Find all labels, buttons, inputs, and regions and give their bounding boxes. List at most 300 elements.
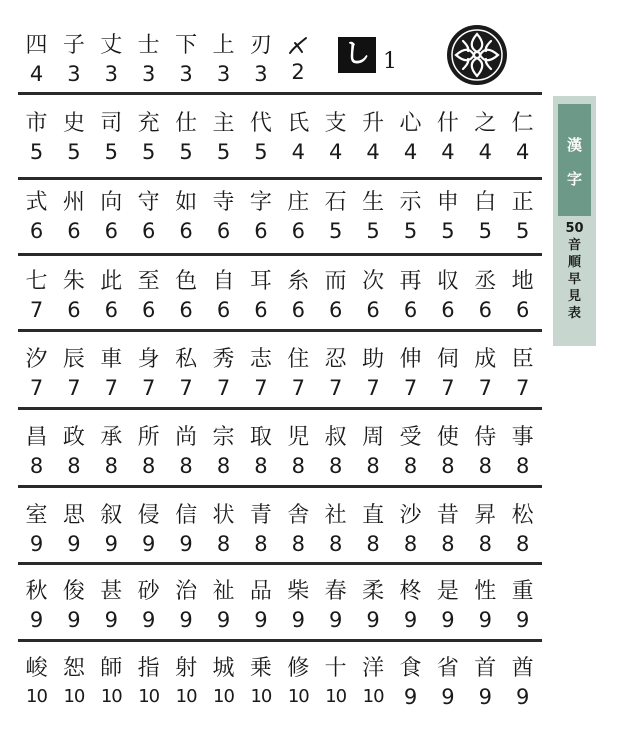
kanji-row-2: [18, 104, 542, 174]
kanji-char: 柴: [287, 579, 310, 604]
kanji-cell: [205, 262, 242, 332]
kanji-cell: [504, 262, 541, 332]
kanji-char: 刃: [249, 33, 272, 58]
stroke-count: 5: [441, 219, 455, 243]
stroke-count: 10: [362, 686, 384, 707]
kanji-cell: [93, 183, 130, 253]
stroke-count: 6: [67, 298, 81, 322]
stroke-count: 6: [29, 219, 44, 243]
kanji-char: 伺: [436, 347, 459, 372]
stroke-count: 6: [516, 298, 530, 322]
kanji-cell: [504, 418, 541, 488]
kanji-char: 自: [212, 269, 235, 294]
kanji-char: 修: [287, 656, 310, 681]
stroke-count: 7: [291, 376, 305, 400]
row-divider: [18, 253, 542, 256]
stroke-count: 5: [179, 140, 193, 164]
stroke-count: 5: [254, 140, 268, 164]
kanji-cell: [429, 262, 466, 332]
stroke-count: 7: [403, 376, 418, 400]
stroke-count: 3: [142, 62, 156, 86]
kanji-cell: [280, 496, 317, 566]
kanji-cell: [168, 418, 205, 488]
side-tab-kanji: 字: [566, 170, 582, 188]
side-tab-label-char: 早: [567, 272, 581, 287]
kanji-cell: [280, 649, 317, 719]
kanji-cell: [130, 262, 167, 332]
kanji-char: 司: [100, 111, 123, 136]
kanji-char: 品: [249, 579, 272, 604]
stroke-count: 6: [104, 219, 118, 243]
stroke-count: 8: [403, 454, 418, 478]
kanji-cell: [317, 496, 354, 566]
row-divider: [18, 92, 542, 95]
kanji-char: 柊: [399, 579, 422, 604]
stroke-count: 4: [441, 140, 455, 164]
kanji-char: 使: [436, 425, 459, 450]
stroke-count: 8: [478, 532, 492, 556]
kanji-char: 思: [62, 503, 85, 528]
stroke-count: 8: [516, 532, 530, 556]
stroke-count: 8: [478, 454, 492, 478]
kanji-cell: [392, 183, 429, 253]
stroke-count: 4: [403, 140, 418, 164]
kanji-cell: [429, 572, 466, 642]
stroke-count: 9: [67, 532, 81, 556]
kanji-char: 史: [62, 111, 85, 136]
kanji-cell: [130, 104, 167, 174]
stroke-count: 8: [441, 454, 455, 478]
kanji-char: 社: [324, 503, 347, 528]
kanji-char: 青: [249, 503, 272, 528]
stroke-count: 4: [516, 140, 530, 164]
stroke-count: 10: [325, 686, 347, 707]
kanji-char: 侵: [137, 503, 160, 528]
stroke-count: 6: [142, 219, 156, 243]
stroke-count: 6: [216, 298, 231, 322]
kanji-cell: [392, 262, 429, 332]
stroke-count: 8: [254, 454, 268, 478]
stroke-count: 6: [291, 298, 305, 322]
kanji-char: 指: [137, 656, 160, 681]
kanji-row-8: [18, 572, 542, 642]
kanji-cell: [242, 418, 279, 488]
kanji-cell: [280, 262, 317, 332]
kanji-char: 柔: [362, 579, 385, 604]
kanji-char: 助: [362, 347, 385, 372]
kanji-char: 身: [137, 347, 160, 372]
stroke-count: 7: [29, 298, 44, 322]
kanji-cell: [18, 104, 55, 174]
kanji-cell: [504, 572, 541, 642]
kanji-char: 耳: [249, 269, 272, 294]
kanji-char: 住: [287, 347, 310, 372]
kanji-char: 成: [474, 347, 497, 372]
stroke-count: 4: [291, 140, 305, 164]
kanji-row-3: [18, 183, 542, 253]
kanji-cell: [18, 262, 55, 332]
kana-count: 1: [383, 49, 397, 74]
kanji-cell: [467, 262, 504, 332]
kanji-cell: [205, 418, 242, 488]
kanji-row-6: [18, 418, 542, 488]
stroke-count: 8: [254, 532, 268, 556]
stroke-count: 9: [403, 608, 418, 632]
kanji-char: 再: [399, 269, 422, 294]
kanji-char: 正: [511, 190, 534, 215]
kanji-char: 昌: [25, 425, 48, 450]
stroke-count: 6: [179, 219, 193, 243]
kanji-cell: [317, 649, 354, 719]
kanji-char: 伸: [399, 347, 422, 372]
kanji-char: 主: [212, 111, 235, 136]
kanji-cell: [355, 649, 392, 719]
kanji-char: 射: [175, 656, 198, 681]
stroke-count: 4: [29, 62, 44, 86]
stroke-count: 9: [329, 608, 343, 632]
kanji-char: 之: [474, 111, 497, 136]
kanji-char: 向: [100, 190, 123, 215]
kanji-cell: [429, 496, 466, 566]
kanji-cell: [205, 649, 242, 719]
stroke-count: 10: [250, 686, 272, 707]
kanji-cell: [504, 496, 541, 566]
kanji-char: 至: [137, 269, 160, 294]
kanji-char: 此: [100, 269, 123, 294]
kanji-char: 字: [249, 190, 272, 215]
stroke-count: 9: [403, 685, 418, 709]
stroke-count: 10: [175, 686, 197, 707]
kanji-char: 守: [137, 190, 160, 215]
kanji-cell: [355, 496, 392, 566]
stroke-count: 9: [142, 532, 156, 556]
kanji-char: 乗: [249, 656, 272, 681]
kanji-cell: [18, 418, 55, 488]
kanji-char: 臣: [511, 347, 534, 372]
kanji-char: 受: [399, 425, 422, 450]
kanji-char: 事: [511, 425, 534, 450]
row-divider: [18, 177, 542, 180]
kanji-char: 峻: [25, 656, 48, 681]
stroke-count: 6: [291, 219, 305, 243]
kanji-char: 申: [436, 190, 459, 215]
kanji-cell: [130, 183, 167, 253]
kanji-char: 取: [249, 425, 272, 450]
stroke-count: 6: [441, 298, 455, 322]
kanji-char: 如: [175, 190, 198, 215]
stroke-count: 7: [179, 376, 193, 400]
stroke-count: 9: [104, 608, 118, 632]
stroke-count: 7: [29, 376, 44, 400]
kanji-char: 升: [362, 111, 385, 136]
stroke-count: 8: [403, 532, 418, 556]
stroke-count: 6: [478, 298, 492, 322]
kanji-char: 甚: [100, 579, 123, 604]
kanji-row-7: [18, 496, 542, 566]
kanji-char: 省: [436, 656, 459, 681]
kanji-cell: [280, 340, 317, 410]
kanji-char: 什: [436, 111, 459, 136]
kanji-cell: [242, 183, 279, 253]
stroke-count: 8: [179, 454, 193, 478]
kanji-cell: [93, 104, 130, 174]
side-tab-kanji: 漢: [566, 136, 582, 154]
kanji-row-5: [18, 340, 542, 410]
kanji-cell: [130, 418, 167, 488]
kanji-char: 承: [100, 425, 123, 450]
kanji-char: 式: [25, 190, 48, 215]
stroke-count: 9: [516, 608, 530, 632]
kanji-cell: [392, 340, 429, 410]
stroke-count: 4: [329, 140, 343, 164]
kanji-char: 車: [100, 347, 123, 372]
kanji-char: 士: [137, 33, 160, 58]
kanji-cell: [130, 649, 167, 719]
kanji-char: 心: [399, 111, 422, 136]
kanji-char: 侍: [474, 425, 497, 450]
kanji-char: 洋: [362, 656, 385, 681]
kanji-cell: [168, 262, 205, 332]
index-side-tab: [553, 96, 596, 346]
kanji-cell: [317, 340, 354, 410]
kanji-cell: [355, 104, 392, 174]
kanji-cell: [18, 183, 55, 253]
kanji-cell: [93, 340, 130, 410]
kanji-char: 恕: [62, 656, 85, 681]
stroke-count: 6: [142, 298, 156, 322]
kanji-cell: [467, 340, 504, 410]
stroke-count: 7: [216, 376, 231, 400]
kanji-cell: [93, 418, 130, 488]
stroke-count: 8: [216, 454, 231, 478]
kanji-cell: [55, 649, 92, 719]
kanji-cell: [355, 340, 392, 410]
kanji-char: 仕: [175, 111, 198, 136]
stroke-count: 7: [478, 376, 492, 400]
kanji-cell: [168, 104, 205, 174]
kanji-cell: [429, 649, 466, 719]
stroke-count: 7: [366, 376, 380, 400]
stroke-count: 6: [254, 298, 268, 322]
stroke-count: 7: [329, 376, 343, 400]
stroke-count: 9: [29, 532, 44, 556]
side-tab-label-char: 順: [567, 255, 581, 270]
kanji-char: 生: [362, 190, 385, 215]
kanji-cell: [504, 104, 541, 174]
kanji-cell: [467, 104, 504, 174]
kanji-cell: [168, 649, 205, 719]
kanji-cell: [317, 262, 354, 332]
kanji-char: 師: [100, 656, 123, 681]
kanji-char: 砂: [137, 579, 160, 604]
stroke-count: 10: [138, 686, 160, 707]
stroke-count: 7: [254, 376, 268, 400]
stroke-count: 9: [142, 608, 156, 632]
stroke-count: 5: [478, 219, 492, 243]
kanji-char: 地: [511, 269, 534, 294]
kanji-char: 児: [287, 425, 310, 450]
kanji-cell: [205, 104, 242, 174]
kanji-cell: [317, 104, 354, 174]
kanji-cell: [168, 496, 205, 566]
stroke-count: 9: [441, 608, 455, 632]
side-tab-label-char: 表: [567, 306, 581, 321]
stroke-count: 8: [29, 454, 44, 478]
stroke-count: 7: [104, 376, 118, 400]
stroke-count: 8: [291, 532, 305, 556]
kanji-cell: [280, 418, 317, 488]
kanji-cell: [429, 183, 466, 253]
stroke-count: 6: [329, 298, 343, 322]
kanji-cell: [392, 496, 429, 566]
kanji-char: 辰: [62, 347, 85, 372]
kanji-cell: [504, 649, 541, 719]
stroke-count: 9: [179, 532, 193, 556]
kanji-cell: [355, 572, 392, 642]
stroke-count: 8: [516, 454, 530, 478]
kanji-cell: [55, 183, 92, 253]
stroke-count: 9: [478, 608, 492, 632]
kanji-cell: [280, 104, 317, 174]
stroke-count: 9: [254, 608, 268, 632]
kanji-char: 市: [25, 111, 48, 136]
stroke-count: 3: [179, 62, 193, 86]
kanji-cell: [504, 340, 541, 410]
kanji-char: 直: [362, 503, 385, 528]
stroke-count: 8: [67, 454, 81, 478]
kanji-char: 充: [137, 111, 160, 136]
family-crest-icon: [446, 24, 508, 86]
kanji-cell: [355, 418, 392, 488]
kanji-char: 石: [324, 190, 347, 215]
kanji-cell: [317, 418, 354, 488]
kanji-cell: [55, 572, 92, 642]
stroke-count: 8: [142, 454, 156, 478]
stroke-count: 10: [287, 686, 309, 707]
kanji-cell: [467, 418, 504, 488]
stroke-count: 8: [291, 454, 305, 478]
stroke-count: 10: [100, 686, 122, 707]
kanji-char: 是: [436, 579, 459, 604]
kanji-char: 示: [399, 190, 422, 215]
kanji-row-4: [18, 262, 542, 332]
stroke-count: 6: [104, 298, 118, 322]
stroke-count: 7: [67, 376, 81, 400]
kanji-cell: [317, 572, 354, 642]
kanji-cell: [55, 418, 92, 488]
kanji-cell: [93, 572, 130, 642]
kanji-char: 舎: [287, 503, 310, 528]
kanji-cell: [242, 262, 279, 332]
stroke-count: 8: [329, 532, 343, 556]
stroke-count: 8: [366, 532, 380, 556]
kanji-cell: [130, 496, 167, 566]
kanji-char: 七: [25, 269, 48, 294]
stroke-count: 5: [403, 219, 418, 243]
kanji-cell: [504, 183, 541, 253]
kanji-char: 祉: [212, 579, 235, 604]
kanji-char: 丞: [474, 269, 497, 294]
stroke-count: 5: [104, 140, 118, 164]
stroke-count: 5: [516, 219, 530, 243]
stroke-count: 6: [216, 219, 231, 243]
kanji-char: 尚: [175, 425, 198, 450]
kanji-cell: [168, 572, 205, 642]
kanji-char: 而: [324, 269, 347, 294]
stroke-count: 8: [329, 454, 343, 478]
kanji-char: 汐: [25, 347, 48, 372]
kanji-cell: [467, 496, 504, 566]
stroke-count: 6: [179, 298, 193, 322]
kanji-cell: [55, 262, 92, 332]
kanji-cell: [392, 418, 429, 488]
side-tab-label-char: 見: [567, 289, 581, 304]
stroke-count: 7: [142, 376, 156, 400]
kanji-char: 収: [436, 269, 459, 294]
stroke-count: 3: [254, 62, 268, 86]
kanji-char: 食: [399, 656, 422, 681]
kanji-cell: [467, 649, 504, 719]
kanji-cell: [18, 649, 55, 719]
kanji-char: 下: [175, 33, 198, 58]
stroke-count: 7: [441, 376, 455, 400]
kanji-cell: [130, 572, 167, 642]
kanji-char: 周: [362, 425, 385, 450]
kanji-cell: [429, 104, 466, 174]
kanji-cell: [467, 572, 504, 642]
kanji-cell: [168, 183, 205, 253]
kanji-char: 丈: [100, 33, 123, 58]
kanji-char: 治: [175, 579, 198, 604]
stroke-count: 10: [26, 686, 47, 707]
kanji-cell: [18, 340, 55, 410]
kanji-cell: [280, 572, 317, 642]
kanji-char: 松: [511, 503, 534, 528]
kanji-char: 信: [175, 503, 198, 528]
kanji-cell: [392, 572, 429, 642]
kanji-cell: [130, 26, 167, 96]
side-tab-label-char: 音: [567, 238, 581, 253]
stroke-count: 6: [366, 298, 380, 322]
stroke-count: 9: [366, 608, 380, 632]
kanji-cell: [242, 104, 279, 174]
stroke-count: 10: [213, 686, 234, 707]
kanji-char: 十: [324, 656, 347, 681]
kanji-char: 沙: [399, 503, 422, 528]
side-tab-number: 50: [565, 221, 584, 236]
kanji-cell: [429, 340, 466, 410]
kanji-cell: [18, 572, 55, 642]
kanji-char: 叔: [324, 425, 347, 450]
kanji-cell: [168, 340, 205, 410]
kanji-char: 次: [362, 269, 385, 294]
kanji-char: 政: [62, 425, 85, 450]
kanji-char: 州: [62, 190, 85, 215]
kanji-char: 叙: [100, 503, 123, 528]
kanji-char: 寺: [212, 190, 235, 215]
kanji-cell: [205, 340, 242, 410]
kanji-cell: [55, 104, 92, 174]
kanji-char: 四: [25, 33, 48, 58]
stroke-count: 9: [104, 532, 118, 556]
kanji-cell: [467, 183, 504, 253]
kanji-char: 色: [175, 269, 198, 294]
stroke-count: 8: [366, 454, 380, 478]
kanji-cell: [93, 649, 130, 719]
kanji-char: 志: [249, 347, 272, 372]
stroke-count: 5: [142, 140, 156, 164]
stroke-count: 6: [403, 298, 418, 322]
